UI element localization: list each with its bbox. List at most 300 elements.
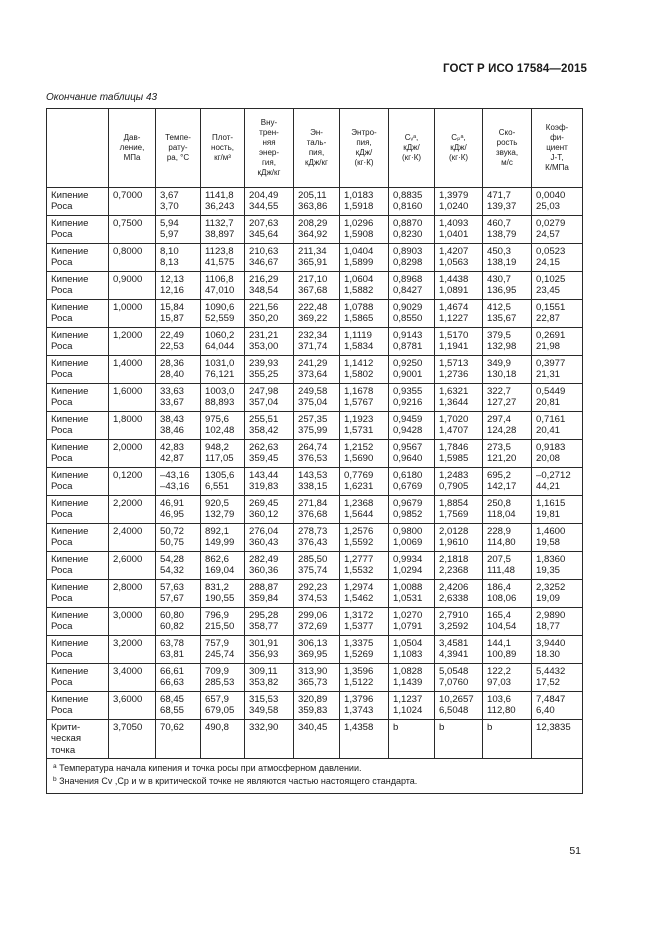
cell-line: 340,45 [298, 722, 328, 733]
table-cell [340, 384, 389, 412]
cell-line: 2,6338 [439, 593, 469, 605]
page-number: 51 [569, 845, 581, 857]
cell-line: 8,13 [160, 257, 179, 269]
table-cell [532, 244, 583, 272]
cell-line: 349,58 [249, 705, 279, 717]
cell-line: 1,5882 [344, 285, 374, 297]
cell-line: 2,0000 [113, 442, 143, 453]
table-cell [294, 412, 340, 440]
cell-line: кДж/ [450, 143, 467, 152]
table-cell [156, 524, 201, 552]
table-cell [294, 720, 340, 759]
cell-line: 63,81 [160, 649, 185, 661]
table-cell [532, 356, 583, 384]
table-cell [245, 440, 294, 468]
cell-line: 0,9679 [393, 498, 423, 509]
table-cell [483, 524, 532, 552]
table-cell [294, 608, 340, 636]
table-cell [435, 664, 483, 692]
cell-line: ческая [51, 733, 82, 745]
cell-line: 374,53 [298, 593, 328, 605]
table-row [47, 692, 583, 720]
cell-line: Роса [51, 677, 73, 689]
cell-line: 76,121 [205, 369, 235, 381]
cell-line: 0,7500 [113, 218, 143, 229]
cell-line: Кипение [51, 666, 89, 677]
cell-line: Темпе- [165, 133, 191, 142]
table-cell [109, 692, 156, 720]
cell-line: 1,0504 [393, 638, 423, 649]
table-cell [201, 328, 245, 356]
cell-line: 1,5908 [344, 229, 374, 241]
table-cell [483, 244, 532, 272]
cell-line: 0,9183 [536, 442, 566, 453]
cell-line: 364,92 [298, 229, 328, 241]
table-cell [294, 328, 340, 356]
cell-line: 2,1818 [439, 554, 469, 565]
table-row [47, 188, 583, 216]
table-cell [47, 216, 109, 244]
table-cell [156, 440, 201, 468]
cell-line: 1090,6 [205, 302, 235, 313]
table-cell [109, 216, 156, 244]
cell-line: 1,2576 [344, 526, 374, 537]
table-cell [245, 636, 294, 664]
cell-line: 358,77 [249, 621, 279, 633]
table-cell [389, 468, 435, 496]
cell-line: 1132,7 [205, 218, 234, 229]
cell-line: 490,8 [205, 722, 230, 733]
table-cell [435, 188, 483, 216]
table-cell [109, 468, 156, 496]
cell-line: 2,6000 [113, 554, 143, 565]
cell-line: 68,55 [160, 705, 185, 717]
table-cell [109, 720, 156, 759]
table-cell [435, 720, 483, 759]
table-cell [47, 272, 109, 300]
cell-line: 375,74 [298, 565, 328, 577]
table-cell [389, 524, 435, 552]
cell-line: 1,5170 [439, 330, 469, 341]
table-cell [245, 216, 294, 244]
table-cell [47, 552, 109, 580]
table-cell [389, 636, 435, 664]
cell-line: 3,4581 [439, 638, 469, 649]
table-cell [389, 244, 435, 272]
cell-line: 0,7769 [344, 470, 374, 481]
cell-line: энер- [258, 148, 280, 157]
cell-line: 5,4432 [536, 666, 566, 677]
table-cell [156, 692, 201, 720]
cell-line: 207,63 [249, 218, 279, 229]
cell-line: 282,49 [249, 554, 279, 565]
cell-line: 15,84 [160, 302, 185, 313]
table-cell [47, 384, 109, 412]
cell-line: 1,8854 [439, 498, 469, 509]
cell-line: 44,21 [536, 481, 561, 493]
cell-line: 0,8298 [393, 257, 423, 269]
cell-line: 0,9001 [393, 369, 423, 381]
table-cell [294, 636, 340, 664]
cell-line: 0,9355 [393, 386, 423, 397]
cell-line: 831,2 [205, 582, 230, 593]
cell-line: Роса [51, 453, 73, 465]
cell-line: 430,7 [487, 274, 512, 285]
table-cell [340, 664, 389, 692]
table-cell [156, 608, 201, 636]
cell-line: 375,04 [298, 397, 328, 409]
table-cell [389, 496, 435, 524]
cell-line: 1,3796 [344, 694, 374, 705]
cell-line: Роса [51, 425, 73, 437]
cell-line: циент [546, 143, 568, 152]
cell-line: 1,0270 [393, 610, 423, 621]
cell-line: 679,05 [205, 705, 235, 717]
table-cell [389, 412, 435, 440]
cell-line: 1031,0 [205, 358, 235, 369]
table-cell [109, 636, 156, 664]
table-cell [435, 552, 483, 580]
cell-line: 12,3835 [536, 722, 571, 733]
cell-line: 20,08 [536, 453, 561, 465]
cell-line: Кипение [51, 442, 89, 453]
table-cell [532, 664, 583, 692]
cell-line: 0,9029 [393, 302, 423, 313]
table-cell [435, 580, 483, 608]
table-cell [245, 552, 294, 580]
cell-line: 249,58 [298, 386, 328, 397]
table-cell [294, 300, 340, 328]
cell-line: 103,6 [487, 694, 512, 705]
cell-line: 10,2657 [439, 694, 474, 705]
cell-line: 57,67 [160, 593, 185, 605]
table-cell [389, 272, 435, 300]
cell-line: 66,61 [160, 666, 185, 677]
cell-line: звука, [495, 148, 519, 157]
cell-line: 1,2368 [344, 498, 374, 509]
footnote-mark: a [53, 763, 57, 771]
cell-line: 19,58 [536, 537, 561, 549]
table-cell [109, 552, 156, 580]
cell-line: 15,87 [160, 313, 185, 325]
cell-line: Роса [51, 509, 73, 521]
cell-line: 127,27 [487, 397, 517, 409]
table-cell [109, 664, 156, 692]
cell-line: 2,7910 [439, 610, 469, 621]
cell-line: 373,64 [298, 369, 328, 381]
table-cell [340, 272, 389, 300]
cell-line: 144,1 [487, 638, 512, 649]
table-cell [435, 300, 483, 328]
table-row [47, 384, 583, 412]
cell-line: 0,9216 [393, 397, 423, 409]
cell-line: 2,0128 [439, 526, 469, 537]
table-cell [389, 692, 435, 720]
table-cell [201, 412, 245, 440]
cell-line: 165,4 [487, 610, 512, 621]
table-row [47, 328, 583, 356]
cell-line: 149,99 [205, 537, 235, 549]
table-cell [47, 636, 109, 664]
cell-line: 38,46 [160, 425, 185, 437]
cell-line: 450,3 [487, 246, 512, 257]
cell-line: 1,5532 [344, 565, 374, 577]
table-cell [294, 524, 340, 552]
cell-line: 0,8550 [393, 313, 423, 325]
cell-line: 695,2 [487, 470, 512, 481]
cell-line: 60,80 [160, 610, 185, 621]
table-cell [294, 356, 340, 384]
cell-line: 122,2 [487, 666, 512, 677]
table-cell [201, 552, 245, 580]
cell-line: 948,2 [205, 442, 230, 453]
table-cell [483, 300, 532, 328]
cell-line: 1,1941 [439, 341, 469, 353]
cell-line: 1,1678 [344, 386, 374, 397]
cell-line: 412,5 [487, 302, 512, 313]
cell-line: 6,551 [205, 481, 230, 493]
cell-line: 1106,8 [205, 274, 234, 285]
table-cell [435, 636, 483, 664]
table-cell [201, 664, 245, 692]
cell-line: 376,68 [298, 509, 328, 521]
column-header [245, 109, 294, 188]
table-cell [245, 356, 294, 384]
cell-line: рость [496, 138, 518, 147]
table-cell [532, 608, 583, 636]
table-cell [245, 300, 294, 328]
cell-line: 1,1237 [393, 694, 423, 705]
cell-line: 54,28 [160, 554, 185, 565]
table-cell [156, 244, 201, 272]
table-cell [245, 412, 294, 440]
table-cell [156, 300, 201, 328]
cell-line: 359,84 [249, 593, 279, 605]
cell-line: 208,29 [298, 218, 328, 229]
column-header [156, 109, 201, 188]
cell-line: 319,83 [249, 481, 279, 493]
cell-line: 1,2736 [439, 369, 469, 381]
table-cell [294, 216, 340, 244]
cell-line: 1,2000 [113, 330, 143, 341]
cell-line: Роса [51, 229, 73, 241]
table-cell [340, 468, 389, 496]
cell-line: 1,7569 [439, 509, 469, 521]
cell-line: 52,559 [205, 313, 235, 325]
table-cell [156, 468, 201, 496]
cell-line: 357,04 [249, 397, 279, 409]
cell-line: 0,8870 [393, 218, 423, 229]
table-row [47, 440, 583, 468]
cell-line: 239,93 [249, 358, 279, 369]
table-cell [245, 468, 294, 496]
cell-line: 2,8000 [113, 582, 143, 593]
cell-line: 1,0088 [393, 582, 423, 593]
table-cell [109, 384, 156, 412]
cell-line: 132,98 [487, 341, 517, 353]
table-cell [156, 328, 201, 356]
cell-line: 1,0000 [113, 302, 143, 313]
table-cell [483, 608, 532, 636]
cell-line: 1,5865 [344, 313, 374, 325]
table-cell [156, 356, 201, 384]
cell-line: 1,0828 [393, 666, 423, 677]
table-cell [483, 216, 532, 244]
cell-line: 19,81 [536, 509, 561, 521]
cell-line: 0,9428 [393, 425, 423, 437]
cell-line: 369,95 [298, 649, 328, 661]
table-cell [294, 384, 340, 412]
cell-line: таль- [306, 138, 327, 147]
cell-line: 33,67 [160, 397, 185, 409]
table-caption: Окончание таблицы 43 [46, 92, 158, 103]
table-cell [201, 216, 245, 244]
cell-line: кг/м³ [214, 153, 231, 162]
cell-line: пия, [356, 138, 372, 147]
cell-line: 1,3743 [344, 705, 374, 717]
table-row [47, 664, 583, 692]
cell-line: 365,91 [298, 257, 328, 269]
cell-line: 1,2777 [344, 554, 374, 565]
table-cell [47, 468, 109, 496]
cell-line: 66,63 [160, 677, 185, 689]
table-cell [532, 524, 583, 552]
table-cell [435, 272, 483, 300]
cell-line: Роса [51, 369, 73, 381]
cell-line: 1,0604 [344, 274, 374, 285]
cell-line: 102,48 [205, 425, 235, 437]
cell-line: 130,18 [487, 369, 517, 381]
table-row [47, 496, 583, 524]
table-cell [294, 692, 340, 720]
table-cell [532, 328, 583, 356]
cell-line: 25,03 [536, 201, 561, 213]
cell-line: 33,63 [160, 386, 185, 397]
cell-line: 112,80 [487, 705, 516, 717]
table-cell [340, 440, 389, 468]
cell-line: 309,11 [249, 666, 278, 677]
table-row [47, 524, 583, 552]
cell-line: 143,44 [249, 470, 279, 481]
table-cell [483, 468, 532, 496]
cell-line: 7,0760 [439, 677, 469, 689]
table-cell [435, 524, 483, 552]
column-header [483, 109, 532, 188]
cell-line: 23,45 [536, 285, 561, 297]
cell-line: 1,0563 [439, 257, 469, 269]
footnote-text: Значения Cv ,Cp и w в критической точке не являются частью настоящего стандарта. [56, 776, 418, 787]
cell-line: фи- [550, 133, 564, 142]
table-row [47, 244, 583, 272]
cell-line: Кипение [51, 694, 89, 705]
table-cell [109, 524, 156, 552]
cell-line: МПа [123, 153, 141, 162]
cell-line: 313,90 [298, 666, 328, 677]
cell-line: 372,69 [298, 621, 328, 633]
cell-line: 1,5834 [344, 341, 374, 353]
table-cell [156, 216, 201, 244]
table-cell [156, 720, 201, 759]
cell-line: 0,1200 [113, 470, 143, 481]
table-cell [532, 468, 583, 496]
cell-line: 460,7 [487, 218, 512, 229]
table-cell [156, 272, 201, 300]
cell-line: 20,41 [536, 425, 561, 437]
table-cell [47, 188, 109, 216]
table-cell [483, 636, 532, 664]
cell-line: Дав- [123, 133, 141, 142]
cell-line: 276,04 [249, 526, 279, 537]
cell-line: кДж/кг [257, 168, 281, 177]
cell-line: 1,1615 [536, 498, 566, 509]
cell-line: 0,0040 [536, 190, 566, 201]
cell-line: 471,7 [487, 190, 512, 201]
cell-line: 306,13 [298, 638, 328, 649]
cell-line: 17,52 [536, 677, 561, 689]
table-cell [389, 608, 435, 636]
cell-line: 132,79 [205, 509, 235, 521]
cell-line: 211,34 [298, 246, 327, 257]
table-row [47, 552, 583, 580]
table-cell [201, 188, 245, 216]
cell-line: 111,48 [487, 565, 515, 577]
table-cell [47, 328, 109, 356]
cell-line: 0,8230 [393, 229, 423, 241]
cell-line: Кипение [51, 526, 89, 537]
cell-line: 257,35 [298, 414, 328, 425]
cell-line: b [439, 722, 445, 733]
column-header [294, 109, 340, 188]
cell-line: 205,11 [298, 190, 327, 201]
cell-line: 1,5644 [344, 509, 374, 521]
cell-line: 1,1083 [393, 649, 423, 661]
cell-line: 117,05 [205, 453, 234, 465]
column-header [109, 109, 156, 188]
cell-line: 0,8427 [393, 285, 423, 297]
table-cell [156, 636, 201, 664]
table-cell [245, 496, 294, 524]
column-header [435, 109, 483, 188]
cell-line: Кипение [51, 498, 89, 509]
cell-line: 1,3172 [344, 610, 374, 621]
cell-line: Роса [51, 285, 73, 297]
cell-line: 114,80 [487, 537, 516, 549]
table-cell [340, 216, 389, 244]
footnote [53, 775, 576, 788]
cell-line: 0,1025 [536, 274, 566, 285]
table-cell [340, 188, 389, 216]
table-cell [435, 244, 483, 272]
cell-line: 1,5731 [344, 425, 374, 437]
cell-line: 42,83 [160, 442, 185, 453]
cell-line: 0,8835 [393, 190, 423, 201]
table-cell [435, 384, 483, 412]
cell-line: 1,5899 [344, 257, 374, 269]
cell-line: 3,67 [160, 190, 179, 201]
footnote-row [47, 759, 583, 794]
table-cell [201, 580, 245, 608]
cell-line: 222,48 [298, 302, 328, 313]
cell-line: 5,0548 [439, 666, 469, 677]
cell-line: 2,9890 [536, 610, 566, 621]
table-cell [201, 272, 245, 300]
table-cell [201, 384, 245, 412]
column-header [47, 109, 109, 188]
cell-line: 1,1439 [393, 677, 423, 689]
table-cell [294, 244, 340, 272]
table-cell [340, 608, 389, 636]
table-cell [245, 328, 294, 356]
